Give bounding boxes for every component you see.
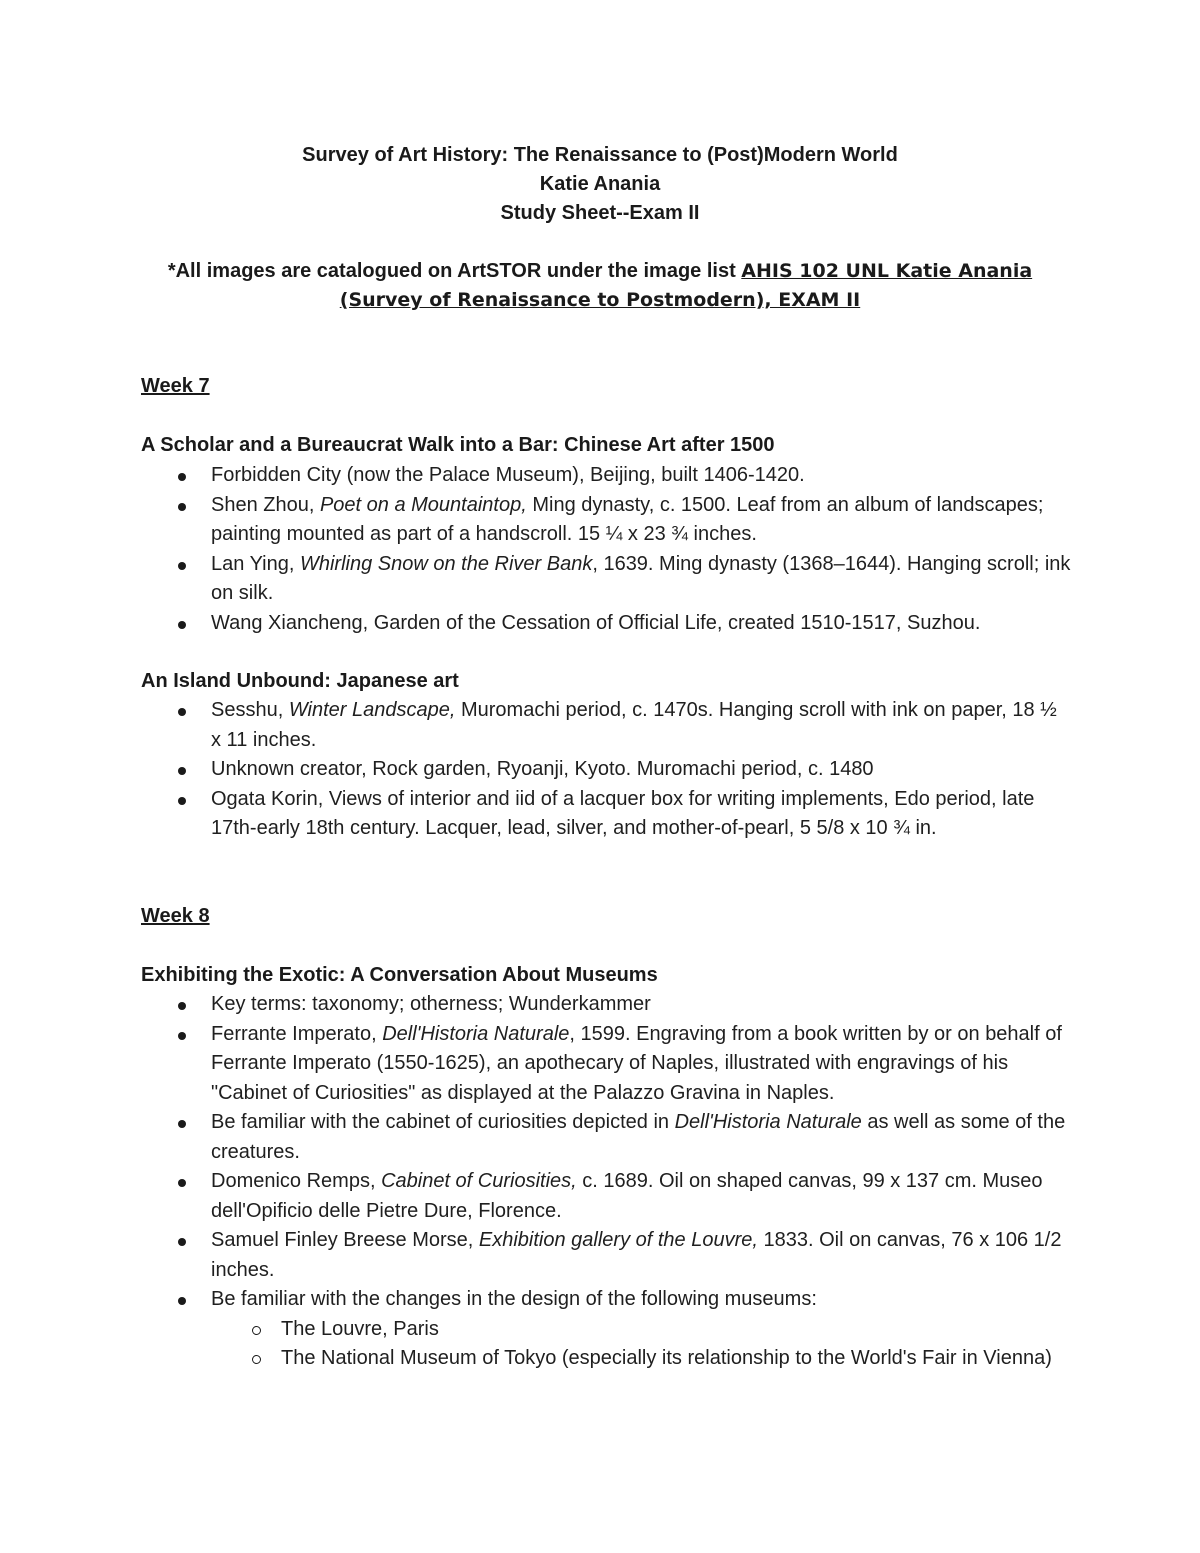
section-heading-museums: Exhibiting the Exotic: A Conversation About Museums — [141, 964, 658, 986]
bullet-icon — [178, 1238, 186, 1246]
catalog-note-text: *All images are catalogued on ArtSTOR under the image list — [167, 260, 742, 282]
catalog-note — [140, 257, 1060, 315]
bullet-icon — [178, 1297, 186, 1305]
hollow-bullet-icon — [252, 1326, 261, 1335]
week-8-heading: Week 8 — [141, 905, 210, 927]
sub-list-item: The National Museum of Tokyo (especially its relationship to the World's Fair in Vienna) — [141, 1344, 1071, 1374]
list-item: Ogata Korin, Views of interior and iid of a lacquer box for writing implements, Edo period, late 17th-early 18th century. Lacquer, lead, silver, and mother-of-pearl, 5 5/8 x 10 ¾ in. — [141, 785, 1071, 844]
document-subtitle: Study Sheet--Exam II — [500, 202, 700, 224]
bullet-icon — [178, 503, 186, 511]
list-item: Domenico Remps, Cabinet of Curiosities, c. 1689. Oil on shaped canvas, 99 x 137 cm. Museo dell'Opificio delle Pietre Dure, Florence. — [141, 1167, 1071, 1226]
section-heading-chinese-art: A Scholar and a Bureaucrat Walk into a Bar: Chinese Art after 1500 — [141, 434, 775, 456]
bullet-icon — [178, 1032, 186, 1040]
week-7-heading: Week 7 — [141, 375, 210, 397]
bullet-icon — [178, 797, 186, 805]
list-item: Be familiar with the changes in the design of the following museums: The Louvre, Paris The National Museum of Tokyo (especially its relationship to the World's Fair in Vienna) — [141, 1285, 1071, 1374]
museums-list — [141, 990, 1071, 1374]
document-author: Katie Anania — [539, 173, 661, 195]
list-item: Forbidden City (now the Palace Museum), Beijing, built 1406-1420. — [141, 461, 1071, 491]
bullet-icon — [178, 1179, 186, 1187]
bullet-icon — [178, 1120, 186, 1128]
document-header — [100, 141, 1100, 228]
chinese-art-list — [141, 461, 1071, 638]
list-item: Key terms: taxonomy; otherness; Wunderkammer — [141, 990, 1071, 1020]
section-heading-japanese-art: An Island Unbound: Japanese art — [141, 670, 459, 692]
list-item: Sesshu, Winter Landscape, Muromachi period, c. 1470s. Hanging scroll with ink on paper, 18 ½ x 11 inches. — [141, 696, 1071, 755]
bullet-icon — [178, 1002, 186, 1010]
list-item: Lan Ying, Whirling Snow on the River Bank, 1639. Ming dynasty (1368–1644). Hanging scroll; ink on silk. — [141, 550, 1071, 609]
bullet-icon — [178, 562, 186, 570]
list-item: Unknown creator, Rock garden, Ryoanji, Kyoto. Muromachi period, c. 1480 — [141, 755, 1071, 785]
japanese-art-list — [141, 696, 1071, 844]
bullet-icon — [178, 473, 186, 481]
hollow-bullet-icon — [252, 1355, 261, 1364]
sub-list-item: The Louvre, Paris — [141, 1315, 1071, 1345]
artstor-image-list-link[interactable]: AHIS 102 UNL Katie Anania (Survey of Renaissance to Postmodern), EXAM II — [339, 260, 1033, 311]
museums-sublist — [141, 1315, 1071, 1374]
list-item: Be familiar with the cabinet of curiosities depicted in Dell'Historia Naturale as well as some of the creatures. — [141, 1108, 1071, 1167]
document-title: Survey of Art History: The Renaissance to (Post)Modern World — [302, 144, 898, 166]
bullet-icon — [178, 708, 186, 716]
bullet-icon — [178, 767, 186, 775]
list-item: Wang Xiancheng, Garden of the Cessation of Official Life, created 1510-1517, Suzhou. — [141, 609, 1071, 639]
list-item: Samuel Finley Breese Morse, Exhibition gallery of the Louvre, 1833. Oil on canvas, 76 x 106 1/2 inches. — [141, 1226, 1071, 1285]
bullet-icon — [178, 621, 186, 629]
list-item: Shen Zhou, Poet on a Mountaintop, Ming dynasty, c. 1500. Leaf from an album of landscapes; painting mounted as part of a handscroll. 15 ¼ x 23 ¾ inches. — [141, 491, 1071, 550]
list-item: Ferrante Imperato, Dell'Historia Naturale, 1599. Engraving from a book written by or on behalf of Ferrante Imperato (1550-1625), an apothecary of Naples, illustrated with engravings of his "Cabinet of Curiosities" as displayed at the Palazzo Gravina in Naples. — [141, 1020, 1071, 1109]
